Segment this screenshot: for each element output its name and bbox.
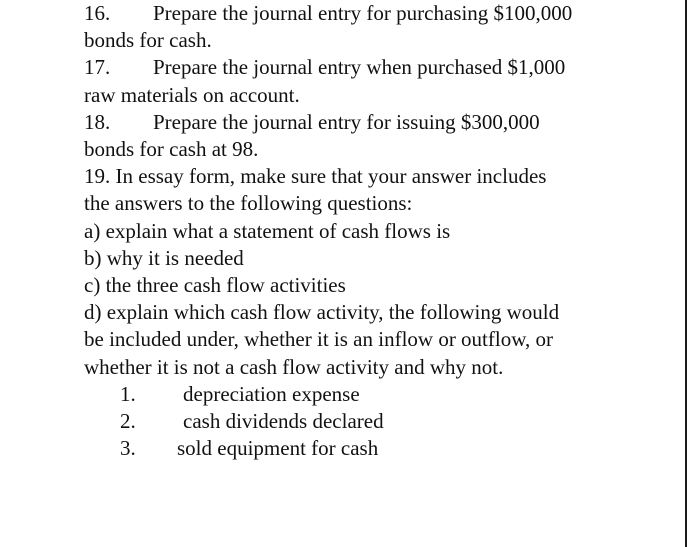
list-item: [84, 435, 680, 462]
list-item-number: 3.: [120, 436, 136, 461]
question-17-line-1: [84, 54, 680, 81]
question-16-line-2: bonds for cash.: [84, 28, 212, 53]
question-16-text: Prepare the journal entry for purchasing $100,000: [153, 1, 573, 25]
list-item-number: 1.: [120, 381, 136, 406]
list-item-text: sold equipment for cash: [177, 436, 379, 461]
question-18-line-2: bonds for cash at 98.: [84, 137, 259, 162]
list-item-number: 2.: [120, 409, 136, 434]
cash-flow-items-list: [84, 381, 680, 463]
page-edge-rule: [685, 0, 687, 547]
list-item: [84, 408, 680, 435]
question-18-text: Prepare the journal entry for issuing $300,000: [153, 109, 540, 134]
question-19-part-a: a) explain what a statement of cash flows is: [84, 218, 451, 243]
question-18-number: 18.: [84, 109, 111, 134]
question-19-part-b: b) why it is needed: [84, 245, 244, 270]
question-19-part-d-line-2: be included under, whether it is an inflow or outflow, or: [84, 327, 554, 352]
question-19-part-c: c) the three cash flow activities: [84, 273, 346, 298]
list-item: [84, 381, 680, 408]
question-16-number: 16.: [84, 1, 111, 25]
question-19-line-1: 19. In essay form, make sure that your answer includes: [84, 164, 547, 189]
question-17-number: 17.: [84, 55, 111, 80]
question-16-line-1: [84, 0, 680, 27]
question-17-text: Prepare the journal entry when purchased $1,000: [153, 55, 566, 80]
question-19-line-2: the answers to the following questions:: [84, 191, 413, 216]
question-19-part-d-line-1: d) explain which cash flow activity, the following would: [84, 300, 560, 325]
list-item-text: depreciation expense: [183, 381, 360, 406]
question-17-line-2: raw materials on account.: [84, 82, 300, 107]
list-item-text: cash dividends declared: [183, 409, 384, 434]
question-document: [84, 0, 680, 462]
question-18-line-1: [84, 109, 680, 136]
question-19-part-d-line-3: whether it is not a cash flow activity and why not.: [84, 354, 504, 379]
